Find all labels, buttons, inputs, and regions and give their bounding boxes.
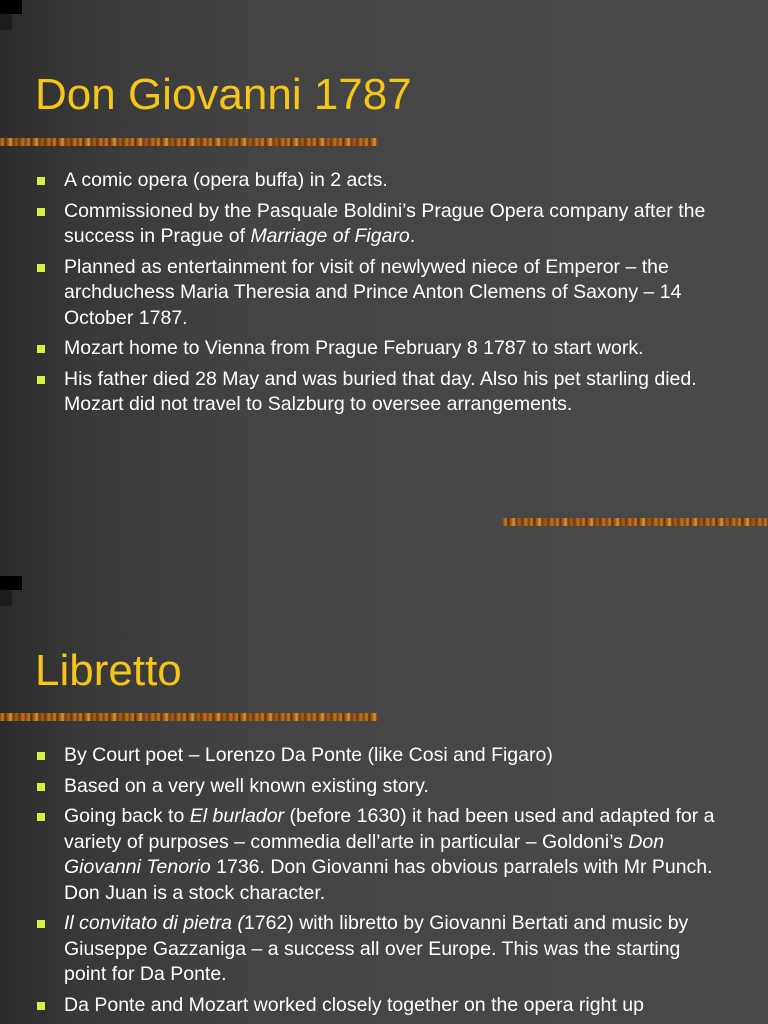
bullet-list bbox=[0, 743, 768, 1023]
bullet-item bbox=[0, 367, 768, 418]
square-bullet-icon bbox=[37, 345, 45, 353]
bullet-text: (before 1630) it had been used and adapted for a variety of purposes – commedia dell’arte in particular – Goldoni’s bbox=[64, 805, 715, 853]
bullet-item bbox=[0, 993, 768, 1019]
bullet-text: Da Ponte and Mozart worked closely together on the opera right up bbox=[64, 993, 644, 1016]
square-bullet-icon bbox=[37, 752, 45, 760]
bullet-item bbox=[0, 199, 768, 250]
bullet-text-italic: El burlador bbox=[189, 805, 285, 827]
corner-decoration bbox=[0, 576, 22, 590]
bottom-decorative-rule bbox=[503, 518, 768, 526]
slide-title: Libretto bbox=[35, 646, 182, 695]
square-bullet-icon bbox=[37, 376, 45, 384]
bullet-text-italic: Marriage of Figaro bbox=[250, 225, 410, 247]
bullet-text: . bbox=[409, 225, 416, 247]
bullet-text: Commissioned by the Pasquale Boldini’s Prague Opera company after the success in Prague of bbox=[64, 199, 706, 247]
corner-decoration bbox=[0, 0, 22, 14]
bullet-text: 1736. Don Giovanni has obvious parralels with Mr Punch. Don Juan is a stock character. bbox=[64, 856, 713, 904]
bullet-item bbox=[0, 336, 768, 362]
bullet-text: 1762) with libretto by Giovanni Bertati and music by Giuseppe Gazzaniga – a success all over Europe. This was the starting point for Da Ponte. bbox=[64, 912, 689, 985]
bullet-text: His father died 28 May and was buried that day. Also his pet starling died. Mozart did not travel to Salzburg to oversee arrangements. bbox=[64, 367, 697, 415]
bullet-text-italic: Don Giovanni Tenorio bbox=[64, 830, 665, 878]
bullet-text-italic: Il convitato di pietra ( bbox=[64, 912, 244, 934]
bullet-text: Planned as entertainment for visit of newlywed niece of Emperor – the archduchess Maria Theresia and Prince Anton Clemens of Saxony – 14 October 1787. bbox=[64, 255, 682, 329]
square-bullet-icon bbox=[37, 208, 45, 216]
slide-libretto bbox=[0, 576, 768, 1024]
square-bullet-icon bbox=[37, 1002, 45, 1010]
bullet-text: Going back to bbox=[64, 805, 190, 827]
bullet-item bbox=[0, 774, 768, 800]
square-bullet-icon bbox=[37, 177, 45, 185]
bullet-item bbox=[0, 255, 768, 332]
bullet-item bbox=[0, 911, 768, 988]
bullet-list bbox=[0, 168, 768, 423]
bullet-text: Based on a very well known existing story. bbox=[64, 774, 429, 797]
slide-title: Don Giovanni 1787 bbox=[35, 70, 412, 119]
bullet-text: By Court poet – Lorenzo Da Ponte (like Cosi and Figaro) bbox=[64, 744, 553, 766]
square-bullet-icon bbox=[37, 813, 45, 821]
corner-decoration-lower bbox=[0, 14, 12, 30]
bullet-item bbox=[0, 743, 768, 769]
bullet-text: A comic opera (opera buffa) in 2 acts. bbox=[64, 169, 388, 191]
title-underline-rule bbox=[0, 138, 378, 146]
bullet-item bbox=[0, 168, 768, 194]
square-bullet-icon bbox=[37, 783, 45, 791]
corner-decoration-lower bbox=[0, 590, 12, 606]
square-bullet-icon bbox=[37, 264, 45, 272]
bullet-text: Mozart home to Vienna from Prague February 8 1787 to start work. bbox=[64, 337, 644, 359]
bullet-item bbox=[0, 804, 768, 906]
square-bullet-icon bbox=[37, 920, 45, 928]
title-underline-rule bbox=[0, 713, 378, 721]
